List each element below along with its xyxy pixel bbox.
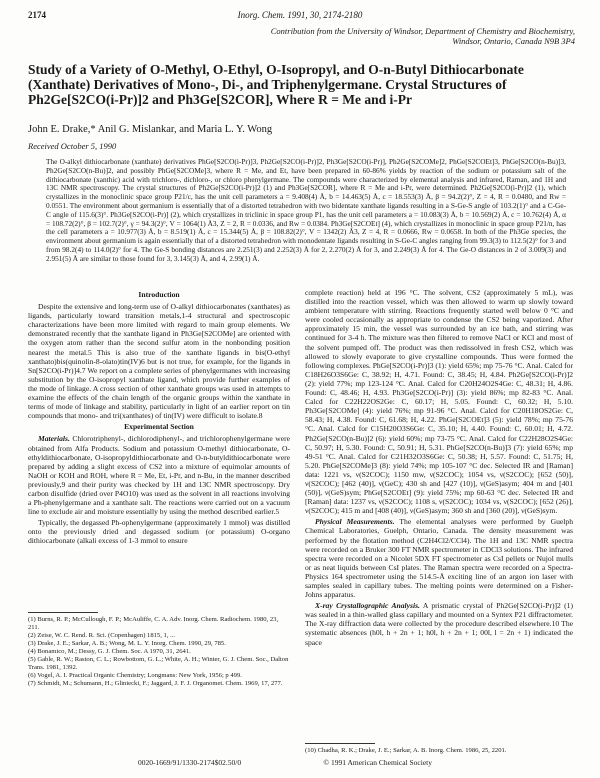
author-list: John E. Drake,* Anil G. Mislankar, and Maria L. Y. Wong — [28, 124, 273, 135]
reference-item: (4) Bonamico, M.; Dessy, G. J. Chem. Soc. A 1970, 31, 2641. — [28, 648, 191, 655]
page-number: 2174 — [28, 10, 46, 20]
reference-item: (2) Zeise, W. C. Rend. R. Sci. (Copenhagen) 1815, 1, ... — [28, 632, 176, 639]
materials-paragraph — [28, 434, 290, 516]
copyright-notice: © 1991 American Chemical Society — [323, 758, 432, 767]
xray-paragraph — [305, 601, 573, 646]
materials-text: Chlorotriphenyl-, dichlorodiphenyl-, and trichlorophenylgermane were obtained from Alfa Products. Sodium and potassium O-methyl dithiocarbonate, O-ethyldithiocarbonate, O-isopropyldithiocarbonate and O-n-butyldithiocarbonate were prepared by adding a slight excess of CS2 into a mixture of equimolar amounts of NaOH or KOH and ROH, where R = Me, Et, i-Pr, and n-Bu, in the manner described previously,9 and their purity was checked by 1H and 13C NMR spectroscopy. Dry carbon disulfide (dried over P4O10) was used as the solvent in all reactions involving a Ph-phenylgermane and a xanthate salt. The reactions were carried out on a vacuum line to exclude air and moisture essentially by using the method described earlier.5 — [28, 434, 291, 517]
reference-item: (7) Schmidt, M.; Schumann, H.; Gliniecki, F.; Jaggard, J. F. J. Organomet. Chem. 1969, 17, 277. — [28, 680, 283, 687]
intro-paragraph: Despite the extensive and long-term use of O-alkyl dithiocarbonates (xanthates) as ligands, particularly toward transition metals,1-4 structural and spectroscopic characterizations have been more limited with regard to main group elements. We demonstrated recently that the xanthate ligand in Ph3Ge[S2COMe] are oriented with the oxygen atom rather than the second sulfur atom in the nonbonding position nearest the metal.5 This is also true of the xanthate ligands in bis(O-ethyl xanthato)bis(quinolin-8-olato)tin(IV)6 but is not true, for example, for the ligands in Sn[S2CO(i-Pr)]4.7 We report on a complete series of phenylgermanes with increasing substitution by the O-isopropyl xanthate ligand, which provide further examples of the mode of linkage. A cross section of other xanthate groups was used in attempts to examine the effects of the chain length of the organic groups within the xanthate in terms of mode of linkage and stability, particularly in light of an earlier report on tin compounds that mono- and tri(xanthates) of tin(IV) were difficult to isolate.8 — [28, 302, 290, 421]
received-date: Received October 5, 1990 — [28, 141, 117, 151]
synthesis-paragraph: complete reaction) held at 196 °C. The solvent, CS2 (approximately 5 mL), was distilled into the reaction vessel, which was then allowed to warm up slowly toward ambient temperature with stirring. Reactions frequently started well below 0 °C and were cooled occasionally as appropriate to condense the CS2 being vaporized. After approximately 15 min, the vessel was surrounded by an ice bath, and stirring was continued for 3-4 h. The mixture was then filtered to remove NaCl or KCl and most of the solvent pumped off. The product was then redissolved in fresh CS2, which was allowed to slowly evaporate to give crystalline compounds. Thus were formed the following complexes. PhGe[S2CO(i-Pr)]3 (1): yield 65%; mp 75-76 °C. Anal. Calcd for C18H26O3S6Ge: C, 38.92; H, 4.71. Found: C, 38.45; H, 4.84. Ph2Ge[S2CO(i-Pr)]2 (2): yield 77%; mp 123-124 °C. Anal. Calcd for C20H24O2S4Ge: C, 48.31; H, 4.86. Found: C, 48.46; H, 4.93. Ph3Ge[S2CO(i-Pr)] (3): yield 86%; mp 82-83 °C. Anal. Calcd for C22H22OS2Ge: C, 60.17; H, 5.05. Found: C, 60.32; H, 5.10. Ph3Ge[S2COMe] (4): yield 76%; mp 91-96 °C. Anal. Calcd for C20H18OS2Ge: C, 58.43; H, 4.38. Found: C, 61.68; H, 4.22. PhGe[S2COEt]3 (5): yield 78%; mp 75-76 °C. Anal. Calcd for C15H20O3S6Ge: C, 35.10; H, 4.40. Found: C, 60.01; H, 4.72. Ph2Ge[S2CO(n-Bu)]2 (6): yield 60%; mp 73-75 °C. Anal. Calcd for C22H28O2S4Ge: C, 50.97; H, 5.30. Found: C, 50.91; H, 5.31. PhGe[S2CO(n-Bu)]3 (7): yield 65%; mp 49-51 °C. Anal. Calcd for C21H32O3S6Ge: C, 50.38; H, 5.57. Found: C, 51.75; H, 5.20. PhGe[S2COMe]3 (8): yield 74%; mp 105-107 °C dec. Selected IR and [Raman] data: 1221 vs, ν(S2COC); 1150 mw, ν(S2COC); 1054 vs, ν(S2COC); [652 (50)], ν(S2COC); [462 (40)], ν(GeC); 430 sh and [427 (10)], ν(GeS)asym; 404 m and [401 (50)], ν(GeS)sym; PhGe[S2COEt] (9): yield 75%; mp 60-63 °C dec. Selected IR and [Raman] data: 1237 vs, ν(S2COC); 1108 s, ν(S2COC); 1034 vs, ν(S2COC); [652 (26)], ν(S2COC); 415 m and [408 (40)], ν(GeS)asym; 360 sh and [360 (20)], ν(GeS)sym. — [305, 288, 573, 516]
xray-label: X-ray Crystallographic Analysis. — [315, 601, 420, 611]
article-code: 0020-1669/91/1330-2174$02.50/0 — [138, 758, 242, 767]
references-list — [28, 612, 290, 688]
reference-item: (5) Gable, R. W.; Raston, C. L.; Rowbottom, G. L.; White, A. H.; Winter, G. J. Chem. Soc., Dalton Trans. 1981, 1392. — [28, 656, 289, 671]
section-heading-introduction: Introduction — [138, 290, 180, 299]
contribution-affiliation: Contribution from the University of Windsor, Department of Chemistry and Biochemistry, Windsor, Ontario, Canada N9B 3P4 — [270, 26, 575, 46]
reference-item: (1) Burns, R. P.; McCullough, F. P.; McAuliffe, C. A. Adv. Inorg. Chem. Radiochem. 1980, 23, 211. — [28, 616, 279, 631]
physical-measurements-text: The elemental analyses were performed by Guelph Chemical Laboratories, Guelph, Ontario, Canada. The density measurement was performed by the flotation method (C2H4Cl2/CCl4). The 1H and 13C NMR spectra were recorded on a Bruker 300 FT NMR spectrometer in CDCl3 solutions. The infrared spectra were recorded on a Nicolet 5DX FT spectrometer as CsI pellets or Nujol mulls or as neat liquids between CsI plates. The Raman spectra were recorded on a Spectra-Physics 164 spectrometer using the 514.5-Å exciting line of an argon ion laser with samples sealed in capillary tubes. The melting points were determined on a Fisher-Johns apparatus. — [305, 517, 573, 600]
physical-measurements-label: Physical Measurements. — [315, 517, 395, 527]
materials-label: Materials. — [38, 434, 70, 444]
reference-item: (6) Vogel, A. I. Practical Organic Chemistry; Longmans: New York, 1956; p 499. — [28, 672, 242, 679]
procedure-paragraph: Typically, the degassed Ph-ophenylgermane (approximately 1 mmol) was distilled onto the previously dried and degassed sodium (or potassium) O-organo dithiocarbonate (alkali excess of 1-3 mmol to ensure — [28, 518, 290, 546]
physical-measurements-paragraph — [305, 517, 573, 599]
left-column — [28, 288, 290, 548]
footnote-rule — [305, 743, 375, 744]
reference-item: (3) Drake, J. E.; Sarkar, A. B.; Wong, M. L. Y. Inorg. Chem. 1990, 29, 785. — [28, 640, 226, 647]
reference-item: (10) Chadha, R. K.; Drake, J. E.; Sarkar, A. B. Inorg. Chem. 1986, 25, 2201. — [305, 747, 507, 754]
footnote-rule — [28, 612, 98, 613]
right-column — [305, 288, 573, 649]
right-footnote — [305, 743, 573, 754]
article-title: Study of a Variety of O-Methyl, O-Ethyl, O-Isopropyl, and O-n-Butyl Dithiocarbonate (Xanthate) Derivatives of Mono-, Di-, and Triphenylgermane. Crystal Structures of Ph2Ge[S2CO(i-Pr)]2 and Ph3Ge[S2COR], Where R = Me and i-Pr — [28, 62, 524, 107]
xray-text: A prismatic crystal of Ph2Ge[S2CO(i-Pr)]2 (1) was sealed in a thin-walled glass capillary and mounted on a Syntex P21 diffractometer. The X-ray diffraction data were collected by the procedure described elsewhere.10 The systematic absences (h0l, h + 2n + 1; h0l, h + 2n + 1; 00l, l = 2n + 1) indicated the space — [305, 601, 574, 647]
section-heading-experimental: Experimental Section — [124, 422, 194, 432]
journal-citation: Inorg. Chem. 1991, 30, 2174-2180 — [237, 10, 363, 20]
abstract: The O-alkyl dithiocarbonate (xanthate) derivatives PhGe[S2CO(i-Pr)]3, Ph2Ge[S2CO(i-Pr)]2, Ph3Ge[S2CO(i-Pr)], Ph2Ge[S2COMe]2, PhGe[S2COEt]3, PhGe[S2CO(n-Bu)]3, Ph2Ge[S2CO(n-Bu)]2, and possibly PhGe[S2COMe]3, where R = Me, and Et, have been prepared in 60-86% yields by reaction of the sodium or potassium salt of the dithiocarbonate (xanthic) acid with trichloro-, dichloro-, or chloro phenylgermane. The compounds were characterized by elemental analysis and infrared, Raman, and 1H and 13C NMR spectroscopy. The crystal structures of Ph2Ge[S2CO(i-Pr)]2 (1) and Ph3Ge[S2COR], where R = Me and i-Pr, were determined. Ph2Ge[S2CO(i-Pr)]2 (1), which crystallizes in the monoclinic space group P21/c, has the unit cell parameters a = 9.408(4) Å, b = 14.463(5) Å, c = 18.553(3) Å, β = 94.2(2)°, Z = 4, R = 0.0480, and Rw = 0.0551. The environment about germanium is essentially that of a distorted tetrahedron with two bidentate xanthate ligands resulting in a S-Ge-S angle of 103.2(1)° and a C-Ge-C angle of 115.6(3)°. Ph3Ge[S2CO(i-Pr)] (2), which crystallizes in triclinic in space group P1, has the unit cell parameters a = 10.083(3) Å, b = 10.569(2) Å, c = 10.762(4) Å, α = 108.72(2)°, β = 102.7(2)°, γ = 94.3(2)°, V = 1064(1) Å3, Z = 2, R = 0.0336, and Rw = 0.0384. Ph3Ge[S2COEt] (4), which crystallizes in monoclinic in space group P21/n, has the cell parameters a = 10.977(3) Å, b = 8.519(1) Å, c = 15.344(5) Å, β = 108.82(2)°, V = 1342(2) Å3, Z = 4, R = 0.0666, Rw = 0.0658. In both of the Ph3Ge species, the environment about germanium is again essentially that of a distorted tetrahedron with monodentate ligands resulting in S-Ge-C angles ranging from 99.3(3) to 112.5(2)° for 3 and from 98.2(4) to 114.0(2)° for 4. The Ge-S bonding distances are 2.251(3) and 2.252(3) Å for 2, 2.270(2) Å for 3, and 2.249(3) Å for 4. The Ge-O distances in 2 of 3.009(3) and 2.951(5) Å are similar to those found for 3, 3.145(3) Å, and 4, 2.99(1) Å. — [46, 157, 566, 263]
